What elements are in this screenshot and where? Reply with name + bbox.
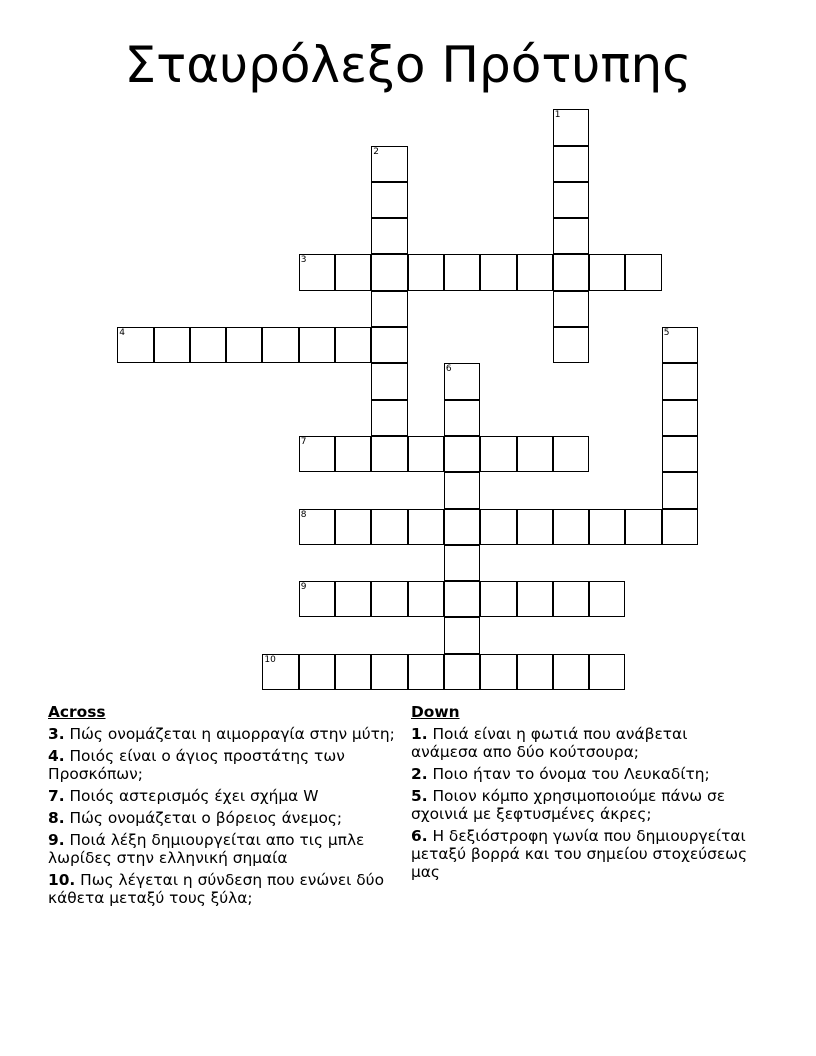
grid-cell[interactable]: [444, 400, 480, 436]
grid-cell[interactable]: [517, 581, 553, 617]
down-clue-5: 5. Ποιον κόμπο χρησιμοποιούμε πάνω σε σχοινιά με ξεφτυσμένες άκρες;: [411, 787, 726, 823]
grid-cell[interactable]: [662, 400, 698, 436]
grid-cell[interactable]: [299, 327, 335, 363]
grid-cell[interactable]: [553, 218, 589, 254]
across-clue-7: 7. Ποιός αστερισμός έχει σχήμα W: [48, 787, 319, 805]
grid-cell[interactable]: [662, 509, 698, 545]
grid-cell[interactable]: [553, 581, 589, 617]
grid-cell[interactable]: [262, 654, 298, 690]
grid-cell[interactable]: [371, 254, 407, 290]
grid-cell[interactable]: [371, 509, 407, 545]
down-clue-1: 1. Ποιά είναι η φωτιά που ανάβεται ανάμεσα απο δύο κούτσουρα;: [411, 725, 688, 761]
clue-number: 3: [300, 255, 307, 266]
down-clues: [411, 703, 756, 885]
grid-cell[interactable]: [299, 654, 335, 690]
clue-number: 7: [300, 436, 307, 447]
clue-number: 10: [264, 654, 276, 665]
grid-cell[interactable]: [154, 327, 190, 363]
grid-cell[interactable]: [553, 654, 589, 690]
grid-cell[interactable]: [299, 509, 335, 545]
grid-cell[interactable]: [408, 581, 444, 617]
grid-cell[interactable]: [553, 291, 589, 327]
grid-cell[interactable]: [444, 581, 480, 617]
grid-cell[interactable]: [480, 509, 516, 545]
down-clue-6: 6. Η δεξιόστροφη γωνία που δημιουργείται μεταξύ βορρά και του σημείου στοχεύσεως μας: [411, 827, 748, 881]
grid-cell[interactable]: [408, 509, 444, 545]
clue-number: 6: [445, 364, 452, 375]
grid-cell[interactable]: [444, 363, 480, 399]
grid-cell[interactable]: [444, 509, 480, 545]
grid-cell[interactable]: [553, 436, 589, 472]
grid-cell[interactable]: [371, 182, 407, 218]
grid-cell[interactable]: [335, 254, 371, 290]
grid-cell[interactable]: [625, 509, 661, 545]
grid-cell[interactable]: [553, 109, 589, 145]
grid-cell[interactable]: [662, 472, 698, 508]
grid-cell[interactable]: [480, 654, 516, 690]
grid-cell[interactable]: [444, 472, 480, 508]
across-clue-3: 3. Πώς ονομάζεται η αιμορραγία στην μύτη;: [48, 725, 395, 743]
grid-cell[interactable]: [517, 509, 553, 545]
grid-cell[interactable]: [117, 327, 153, 363]
grid-cell[interactable]: [444, 254, 480, 290]
grid-cell[interactable]: [371, 400, 407, 436]
grid-cell[interactable]: [444, 617, 480, 653]
clue-number: 9: [300, 582, 307, 593]
grid-cell[interactable]: [589, 654, 625, 690]
across-clue-10: 10. Πως λέγεται η σύνδεση που ενώνει δύο κάθετα μεταξύ τους ξύλα;: [48, 871, 385, 907]
grid-cell[interactable]: [299, 436, 335, 472]
across-clue-4: 4. Ποιός είναι ο άγιος προστάτης των Προσκόπων;: [48, 747, 345, 783]
grid-cell[interactable]: [517, 254, 553, 290]
clue-number: 4: [119, 328, 125, 338]
grid-cell[interactable]: [553, 146, 589, 182]
grid-cell[interactable]: [662, 327, 698, 363]
grid-cell[interactable]: [444, 654, 480, 690]
grid-cell[interactable]: [335, 654, 371, 690]
grid-cell[interactable]: [408, 436, 444, 472]
grid-cell[interactable]: [299, 581, 335, 617]
grid-cell[interactable]: [444, 436, 480, 472]
clue-number: 8: [300, 509, 307, 520]
page-title: Σταυρόλεξο Πρότυπης: [124, 36, 692, 94]
grid-cell[interactable]: [371, 581, 407, 617]
grid-cell[interactable]: [371, 363, 407, 399]
grid-cell[interactable]: [262, 327, 298, 363]
across-clues: [48, 703, 398, 911]
grid-cell[interactable]: [517, 654, 553, 690]
grid-cell[interactable]: [625, 254, 661, 290]
grid-cell[interactable]: [371, 146, 407, 182]
grid-cell[interactable]: [335, 327, 371, 363]
grid-cell[interactable]: [299, 254, 335, 290]
grid-cell[interactable]: [553, 254, 589, 290]
down-clue-2: 2. Ποιο ήταν το όνομα του Λευκαδίτη;: [411, 765, 710, 783]
grid-cell[interactable]: [480, 436, 516, 472]
grid-cell[interactable]: [553, 182, 589, 218]
grid-cell[interactable]: [444, 545, 480, 581]
grid-cell[interactable]: [371, 327, 407, 363]
across-heading: Across: [48, 703, 106, 721]
grid-cell[interactable]: [408, 654, 444, 690]
clue-number: 1: [554, 110, 561, 121]
down-heading: Down: [411, 703, 460, 721]
grid-cell[interactable]: [335, 509, 371, 545]
clue-number: 5: [663, 328, 670, 338]
grid-cell[interactable]: [480, 254, 516, 290]
grid-cell[interactable]: [335, 436, 371, 472]
grid-cell[interactable]: [226, 327, 262, 363]
grid-cell[interactable]: [371, 218, 407, 254]
grid-cell[interactable]: [371, 291, 407, 327]
grid-cell[interactable]: [371, 654, 407, 690]
grid-cell[interactable]: [662, 436, 698, 472]
across-clue-9: 9. Ποιά λέξη δημιουργείται απο τις μπλε λωρίδες στην ελληνική σημαία: [48, 831, 365, 867]
grid-cell[interactable]: [517, 436, 553, 472]
grid-cell[interactable]: [553, 327, 589, 363]
clue-number: 2: [373, 146, 380, 157]
grid-cell[interactable]: [589, 581, 625, 617]
across-clue-8: 8. Πώς ονομάζεται ο βόρειος άνεμος;: [48, 809, 343, 827]
grid-cell[interactable]: [589, 254, 625, 290]
grid-cell[interactable]: [190, 327, 226, 363]
grid-cell[interactable]: [662, 363, 698, 399]
grid-cell[interactable]: [553, 509, 589, 545]
grid-cell[interactable]: [589, 509, 625, 545]
grid-cell[interactable]: [408, 254, 444, 290]
grid-cell[interactable]: [480, 581, 516, 617]
grid-cell[interactable]: [371, 436, 407, 472]
grid-cell[interactable]: [335, 581, 371, 617]
